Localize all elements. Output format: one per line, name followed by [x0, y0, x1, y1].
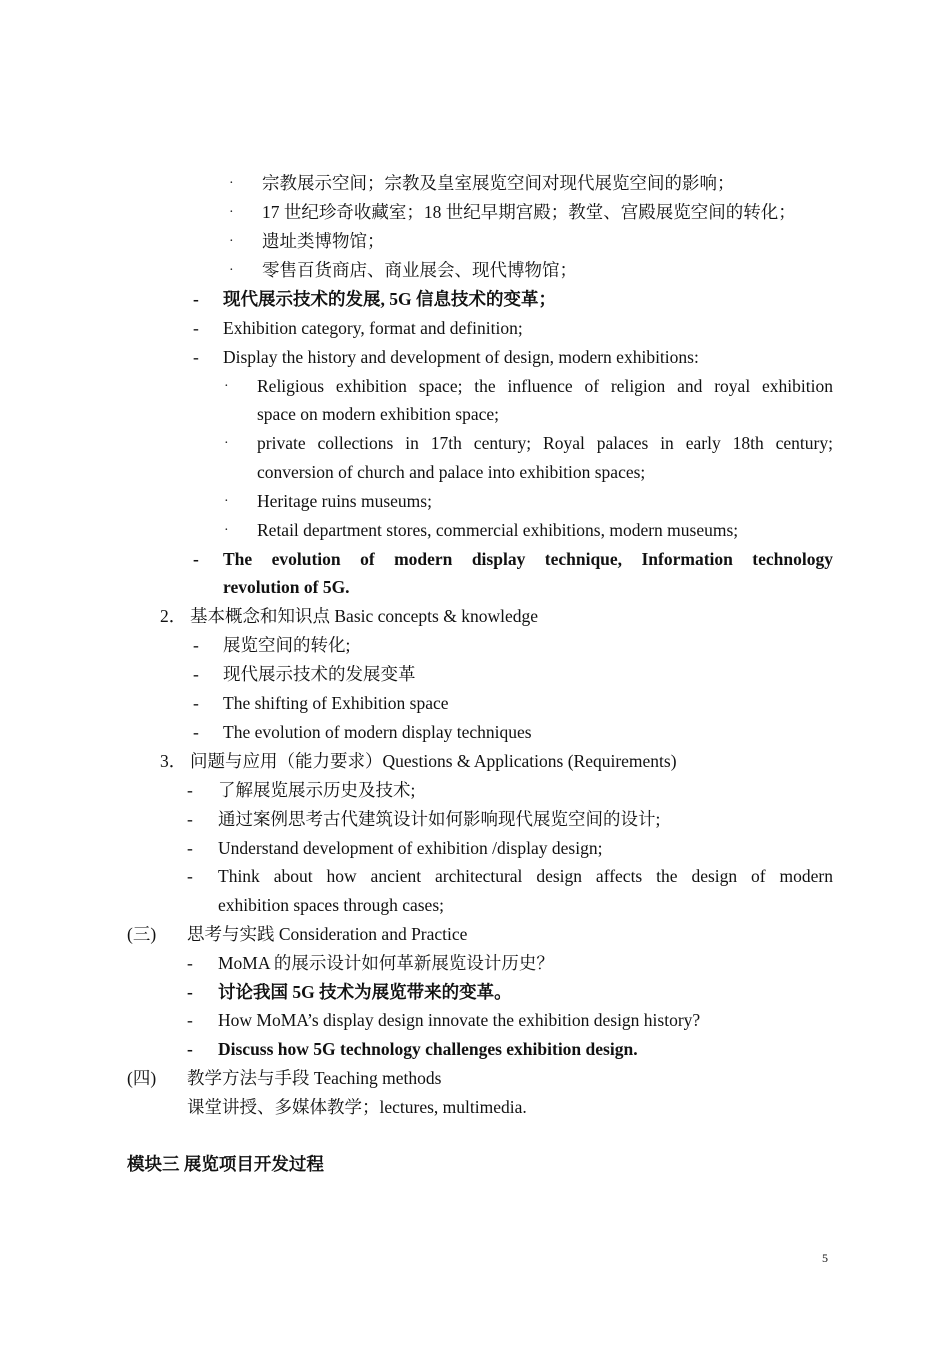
section-heading [0, 920, 952, 949]
list-item-text: revolution of 5G. [223, 577, 350, 597]
module-heading [0, 1150, 952, 1179]
list-item-text: 了解展览展示历史及技术; [218, 780, 416, 800]
list-item [0, 805, 952, 834]
list-item-text: 宗教展示空间；宗教及皇室展览空间对现代展览空间的影响； [262, 173, 735, 193]
list-item-continuation [0, 891, 952, 920]
bullet-dot: · [224, 436, 229, 451]
bullet-dash: - [193, 722, 199, 742]
list-item-text: 遗址类博物馆； [262, 231, 385, 251]
bullet-dot: · [229, 176, 234, 191]
list-item [0, 949, 952, 978]
list-item [0, 1006, 952, 1035]
module-title: 模块三 展览项目开发过程 [127, 1154, 324, 1174]
list-item [0, 314, 952, 343]
list-item-text: The evolution of modern display techniques [223, 722, 532, 742]
list-item-text: Understand development of exhibition /display design; [218, 838, 603, 858]
list-item [0, 978, 952, 1007]
bullet-dash: - [193, 635, 199, 655]
list-item [0, 631, 952, 660]
bullet-dash: - [187, 1010, 193, 1030]
list-item-continuation [0, 573, 952, 602]
list-item [0, 169, 952, 198]
list-item-text: Exhibition category, format and definition; [223, 318, 523, 338]
bullet-dot: · [224, 494, 229, 509]
list-item [0, 1035, 952, 1064]
list-item [0, 660, 952, 689]
list-item-text: 零售百货商店、商业展会、现代博物馆； [262, 260, 577, 280]
bullet-dash: - [193, 289, 199, 309]
list-item [0, 198, 952, 227]
bullet-dot: · [229, 205, 234, 220]
list-item [0, 285, 952, 314]
list-item-text: conversion of church and palace into exhibition spaces; [257, 462, 646, 482]
list-item-text: Discuss how 5G technology challenges exhibition design. [218, 1039, 638, 1059]
list-item [0, 487, 952, 516]
bullet-dot: · [229, 234, 234, 249]
list-item [0, 227, 952, 256]
bullet-dash: - [187, 838, 193, 858]
list-item [0, 516, 952, 545]
list-item-text: Retail department stores, commercial exhibitions, modern museums; [257, 520, 739, 540]
list-item-text: The evolution of modern display technique, Information technology [223, 549, 833, 569]
bullet-dash: - [193, 693, 199, 713]
list-item [0, 372, 952, 401]
heading-number: 3． [160, 751, 187, 771]
list-item [0, 776, 952, 805]
section-heading [0, 1064, 952, 1093]
list-item-continuation [0, 458, 952, 487]
list-item-text: private collections in 17th century; Royal palaces in early 18th century; [257, 433, 833, 453]
list-item [0, 689, 952, 718]
numbered-heading [0, 602, 952, 631]
list-item-text: 现代展示技术的发展变革 [223, 664, 416, 684]
list-item-text: 讨论我国 5G 技术为展览带来的变革。 [218, 982, 512, 1002]
list-item-text: MoMA 的展示设计如何革新展览设计历史？ [218, 953, 554, 973]
list-item [0, 834, 952, 863]
methods-text: 课堂讲授、多媒体教学；lectures, multimedia. [187, 1097, 527, 1117]
list-item-text: 现代展示技术的发展, 5G 信息技术的变革； [223, 289, 556, 309]
bullet-dash: - [193, 664, 199, 684]
bullet-dash: - [187, 780, 193, 800]
bullet-dash: - [187, 866, 193, 886]
bullet-dash: - [187, 809, 193, 829]
bullet-dot: · [224, 523, 229, 538]
bullet-dot: · [229, 263, 234, 278]
heading-text: 问题与应用（能力要求）Questions & Applications (Requirements) [190, 751, 677, 771]
list-item-text: Think about how ancient architectural design affects the design of modern [218, 866, 833, 886]
paragraph [0, 1093, 952, 1122]
list-item-text: 通过案例思考古代建筑设计如何影响现代展览空间的设计; [218, 809, 661, 829]
heading-text: 基本概念和知识点 Basic concepts & knowledge [190, 606, 538, 626]
list-item-text: Heritage ruins museums; [257, 491, 432, 511]
heading-number: 2． [160, 606, 187, 626]
section-number: (三) [127, 924, 157, 944]
list-item-text: The shifting of Exhibition space [223, 693, 449, 713]
bullet-dash: - [193, 347, 199, 367]
bullet-dash: - [187, 982, 193, 1002]
list-item-text: Religious exhibition space; the influence of religion and royal exhibition [257, 376, 833, 396]
list-item-text: 17 世纪珍奇收藏室；18 世纪早期宫殿；教堂、宫殿展览空间的转化； [262, 202, 796, 222]
numbered-heading [0, 747, 952, 776]
bullet-dash: - [187, 953, 193, 973]
list-item [0, 256, 952, 285]
list-item-continuation [0, 400, 952, 429]
section-number: (四) [127, 1068, 157, 1088]
bullet-dash: - [193, 318, 199, 338]
section-title: 教学方法与手段 Teaching methods [187, 1068, 442, 1088]
list-item [0, 429, 952, 458]
page-number: 5 [822, 1251, 828, 1265]
list-item-text: How MoMA’s display design innovate the exhibition design history? [218, 1010, 701, 1030]
list-item-text: exhibition spaces through cases; [218, 895, 444, 915]
list-item [0, 862, 952, 891]
bullet-dot: · [224, 379, 229, 394]
list-item-text: Display the history and development of design, modern exhibitions: [223, 347, 699, 367]
list-item [0, 343, 952, 372]
list-item [0, 718, 952, 747]
list-item-text: space on modern exhibition space; [257, 404, 500, 424]
list-item [0, 545, 952, 574]
bullet-dash: - [187, 1039, 193, 1059]
section-title: 思考与实践 Consideration and Practice [187, 924, 468, 944]
bullet-dash: - [193, 549, 199, 569]
list-item-text: 展览空间的转化; [223, 635, 351, 655]
